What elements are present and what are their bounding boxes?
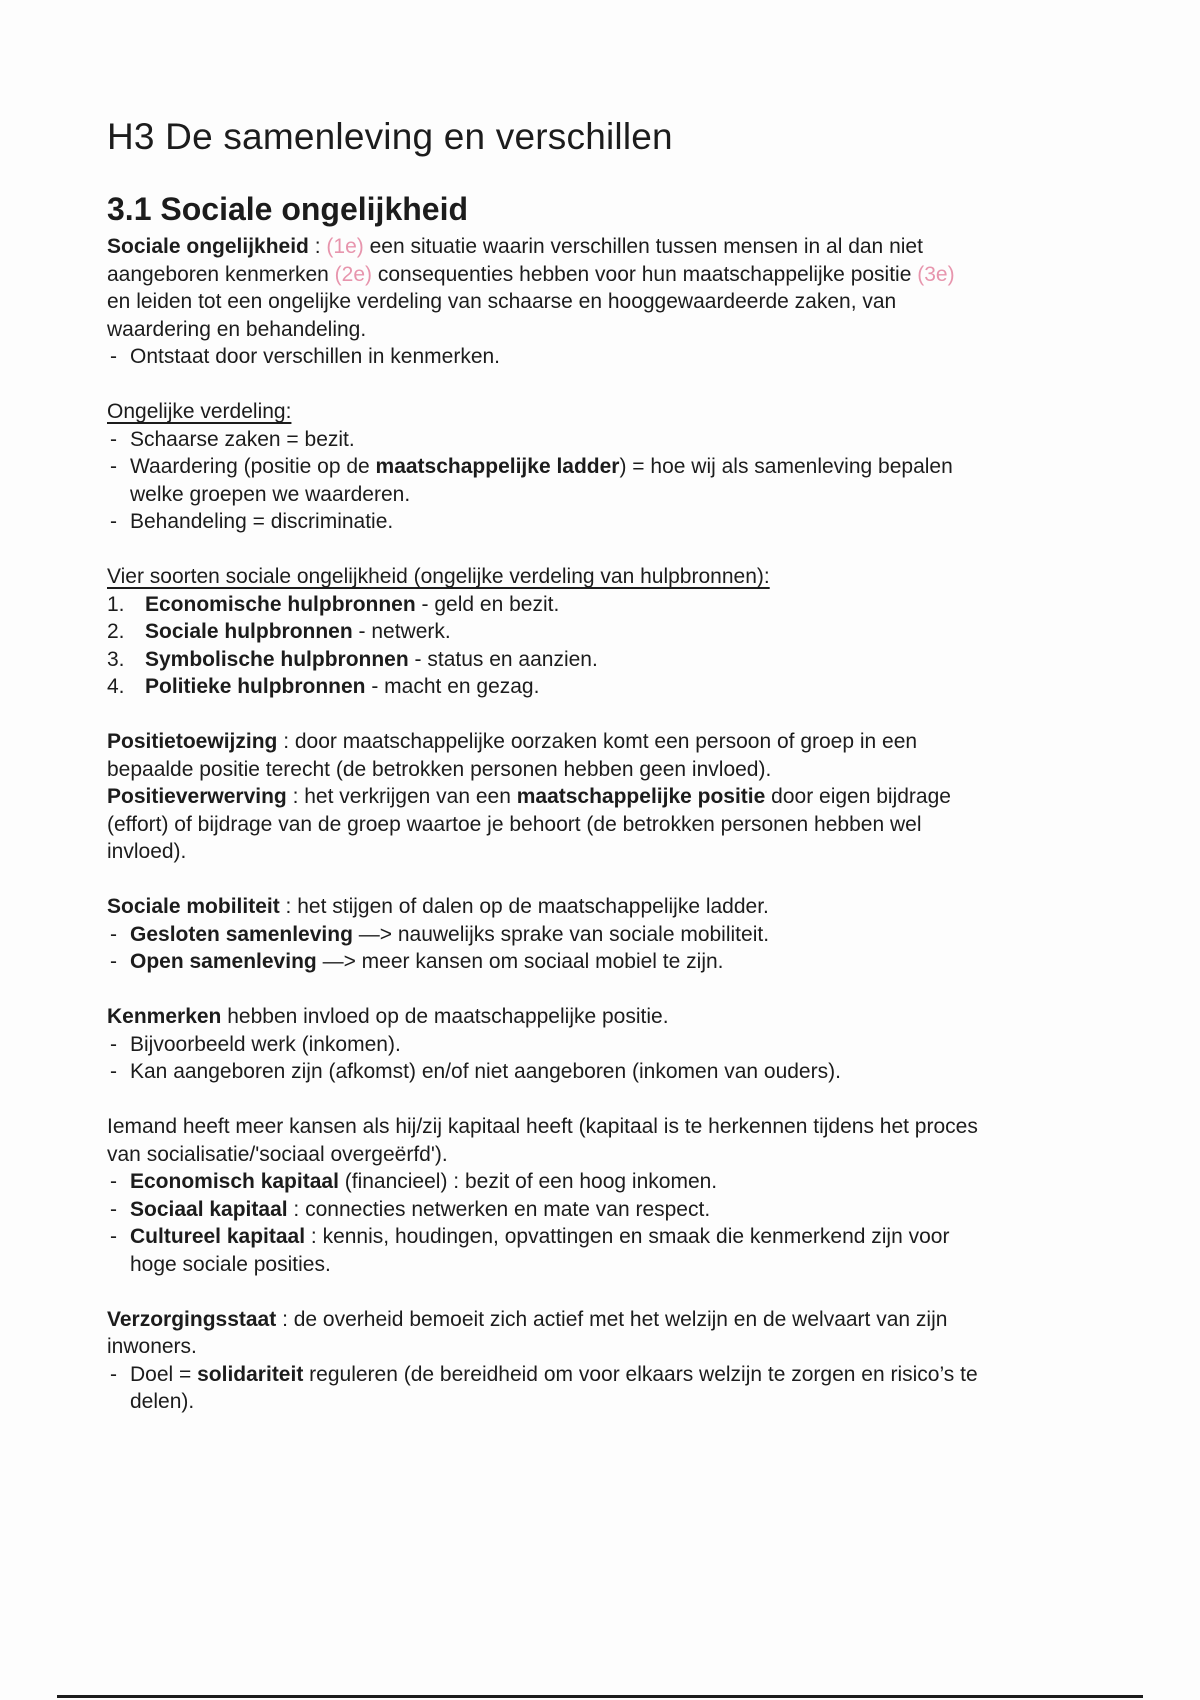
bullet-text: Kan aangeboren zijn (afkomst) en/of niet aangeboren (inkomen van ouders). bbox=[130, 1060, 841, 1083]
unequal-distribution-group bbox=[107, 398, 979, 536]
bullet-item bbox=[107, 1031, 979, 1059]
numbered-item-text: Politieke hulpbronnen - macht en gezag. bbox=[145, 675, 540, 698]
page-bottom-rule bbox=[57, 1695, 1143, 1698]
page-content bbox=[107, 116, 979, 1416]
bullet-marker: - bbox=[110, 950, 117, 973]
social-inequality-definition: Sociale ongelijkheid : (1e) een situatie waarin verschillen tussen mensen in al dan niet aangeboren kenmerken (2e) consequenties hebben voor hun maatschappelijke positie (3e) en leiden tot een ongelijke verdeling van schaarse en hooggewaardeerde zaken, van waardering en behandeling. bbox=[107, 235, 955, 341]
bullet-marker: - bbox=[110, 1032, 117, 1056]
bullet-item bbox=[107, 508, 979, 536]
bullet-item bbox=[107, 1361, 979, 1416]
bullet-marker: - bbox=[110, 922, 117, 946]
bullet-text: Behandeling = discriminatie. bbox=[130, 510, 394, 533]
bullet-text: Doel = solidariteit reguleren (de bereidheid om voor elkaars welzijn te zorgen en risico’s te delen). bbox=[130, 1362, 978, 1413]
bullet-text: Cultureel kapitaal : kennis, houdingen, opvattingen en smaak die kenmerkend zijn voor hoge sociale posities. bbox=[130, 1225, 950, 1276]
bullet-item bbox=[107, 921, 979, 949]
position-group bbox=[107, 728, 979, 866]
position-assignment-paragraph: Positietoewijzing : door maatschappelijke oorzaken komt een persoon of groep in een bepaalde positie terecht (de betrokken personen hebben geen invloed). bbox=[107, 730, 918, 781]
bullet-item bbox=[107, 1223, 979, 1278]
numbered-item bbox=[107, 673, 979, 701]
item-number: 1. bbox=[107, 592, 125, 616]
bullet-item bbox=[107, 426, 979, 454]
bullet-text: Schaarse zaken = bezit. bbox=[130, 427, 355, 451]
bullet-item bbox=[107, 343, 979, 371]
social-mobility-group bbox=[107, 893, 979, 976]
unequal-distribution-subheading: Ongelijke verdeling: bbox=[107, 400, 292, 423]
bullet-text: Gesloten samenleving —> nauwelijks sprake van sociale mobiliteit. bbox=[130, 922, 770, 946]
bullet-text: Waardering (positie op de maatschappelijke ladder) = hoe wij als samenleving bepalen welke groepen we waarderen. bbox=[130, 455, 953, 506]
four-types-group bbox=[107, 563, 979, 701]
characteristics-group bbox=[107, 1003, 979, 1086]
bullet-marker: - bbox=[110, 1197, 117, 1221]
position-acquisition-paragraph: Positieverwerving : het verkrijgen van een maatschappelijke positie door eigen bijdrage (effort) of bijdrage van de groep waartoe je behoort (de betrokken personen hebben wel invloed). bbox=[107, 785, 951, 863]
numbered-item bbox=[107, 591, 979, 619]
section-heading: 3.1 Sociale ongelijkheid bbox=[107, 191, 469, 227]
characteristics-paragraph: Kenmerken hebben invloed op de maatschappelijke positie. bbox=[107, 1005, 669, 1028]
numbered-item-text: Sociale hulpbronnen - netwerk. bbox=[145, 620, 451, 643]
bullet-marker: - bbox=[110, 510, 117, 533]
bullet-marker: - bbox=[110, 1225, 117, 1248]
bullet-text: Economisch kapitaal (financieel) : bezit of een hoog inkomen. bbox=[130, 1170, 718, 1193]
bullet-marker: - bbox=[110, 345, 117, 368]
bullet-marker: - bbox=[110, 1170, 117, 1193]
welfare-state-group bbox=[107, 1306, 979, 1416]
numbered-item-text: Symbolische hulpbronnen - status en aanzien. bbox=[145, 647, 598, 671]
bullet-item bbox=[107, 948, 979, 976]
capital-group bbox=[107, 1113, 979, 1278]
bullet-item bbox=[107, 1058, 979, 1086]
bullet-item bbox=[107, 1168, 979, 1196]
bullet-marker: - bbox=[110, 1362, 117, 1386]
four-types-subheading: Vier soorten sociale ongelijkheid (ongelijke verdeling van hulpbronnen): bbox=[107, 565, 770, 588]
item-number: 2. bbox=[107, 620, 125, 643]
numbered-item bbox=[107, 618, 979, 646]
bullet-text: Ontstaat door verschillen in kenmerken. bbox=[130, 345, 501, 368]
bullet-marker: - bbox=[110, 1060, 117, 1083]
chapter-title: H3 De samenleving en verschillen bbox=[107, 116, 673, 157]
bullet-item bbox=[107, 453, 979, 508]
bullet-text: Open samenleving —> meer kansen om sociaal mobiel te zijn. bbox=[130, 950, 724, 973]
item-number: 4. bbox=[107, 675, 125, 698]
capital-paragraph: Iemand heeft meer kansen als hij/zij kapitaal heeft (kapitaal is te herkennen tijdens het proces van socialisatie/'sociaal overgeërfd'). bbox=[107, 1115, 978, 1166]
social-mobility-paragraph: Sociale mobiliteit : het stijgen of dalen op de maatschappelijke ladder. bbox=[107, 895, 769, 918]
definition-group bbox=[107, 233, 979, 371]
bullet-text: Sociaal kapitaal : connecties netwerken en mate van respect. bbox=[130, 1197, 711, 1221]
welfare-state-paragraph: Verzorgingsstaat : de overheid bemoeit zich actief met het welzijn en de welvaart van zijn inwoners. bbox=[107, 1307, 948, 1358]
bullet-text: Bijvoorbeeld werk (inkomen). bbox=[130, 1032, 401, 1056]
bullet-item bbox=[107, 1196, 979, 1224]
bullet-marker: - bbox=[110, 455, 117, 478]
numbered-item bbox=[107, 646, 979, 674]
numbered-item-text: Economische hulpbronnen - geld en bezit. bbox=[145, 592, 560, 616]
bullet-marker: - bbox=[110, 427, 117, 451]
item-number: 3. bbox=[107, 647, 125, 671]
